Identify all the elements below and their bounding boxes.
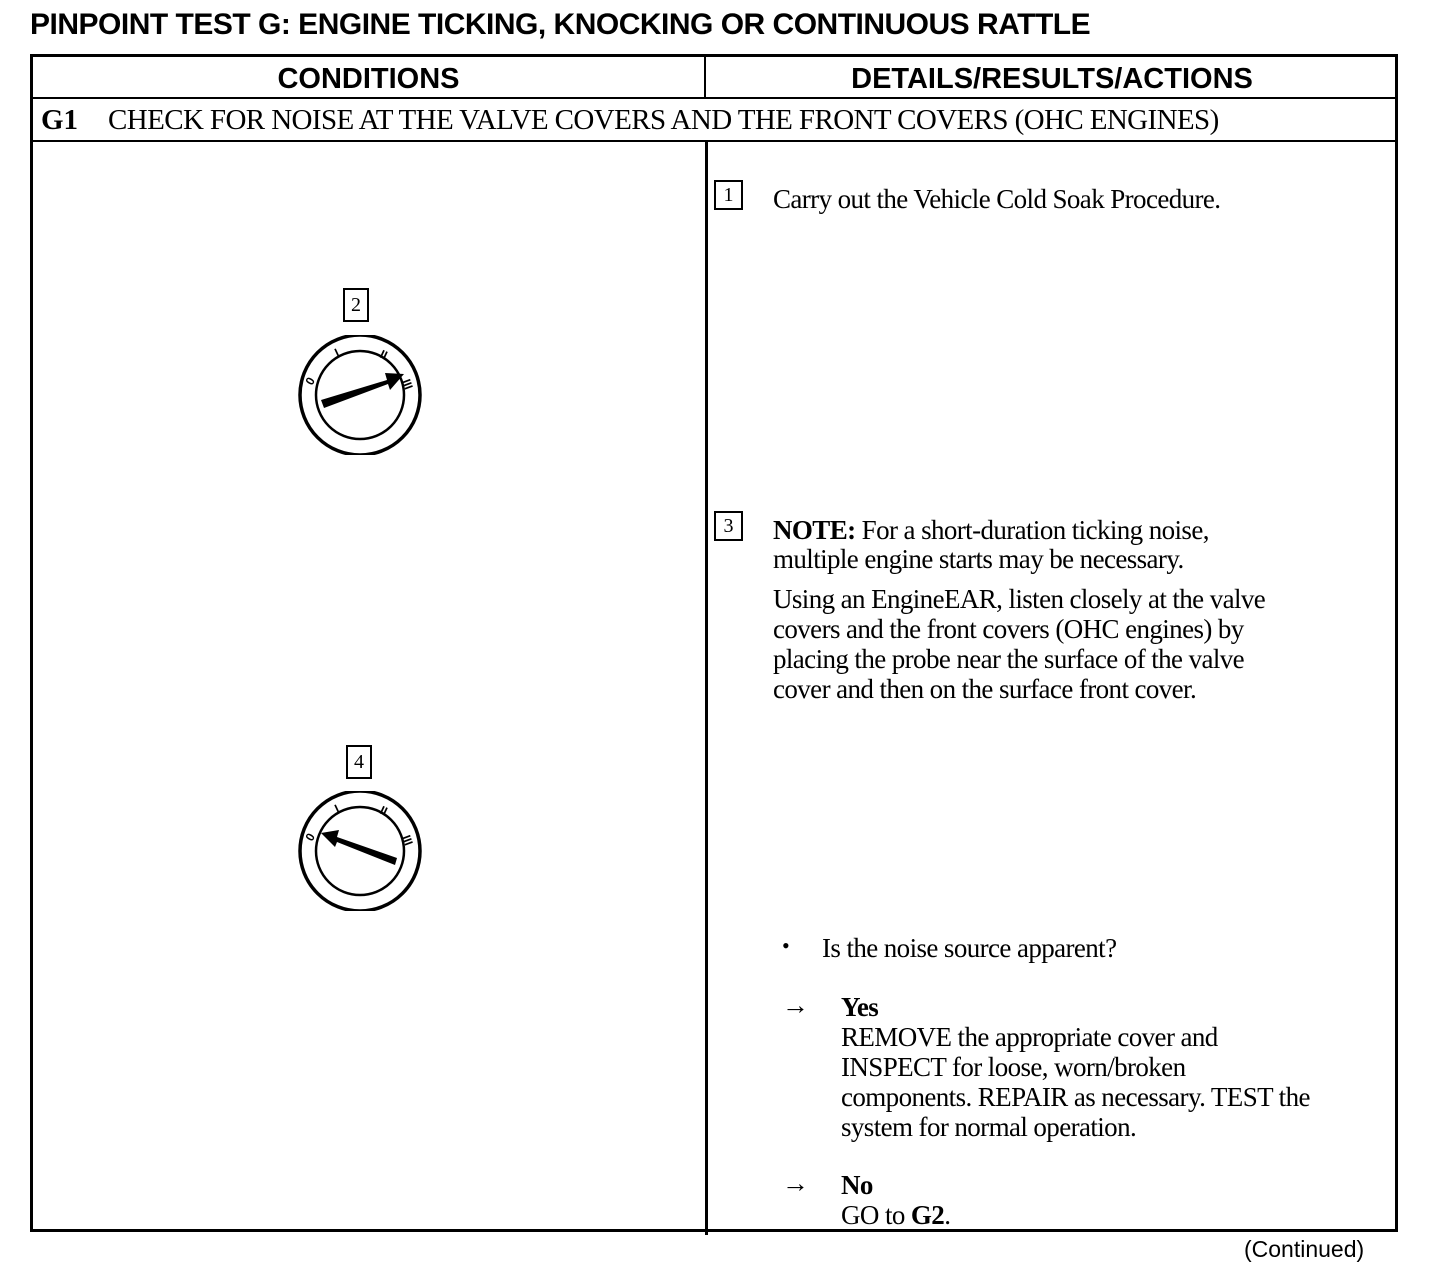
switch-pointer-arrow <box>321 373 404 408</box>
step3-note-line2: multiple engine starts may be necessary. <box>773 544 1184 574</box>
dial-label-0: 0 <box>302 830 318 844</box>
dial-label-3: III <box>399 377 416 392</box>
yes-action-line: REMOVE the appropriate cover and <box>841 1022 1218 1052</box>
step1-text: Carry out the Vehicle Cold Soak Procedure. <box>773 184 1221 214</box>
step3-note-line1 <box>773 515 1209 545</box>
no-arrow-icon: → <box>782 1168 809 1198</box>
dial-label-2: II <box>377 803 390 819</box>
no-action-suffix: . <box>944 1200 951 1230</box>
dial-label-1: I <box>332 345 342 360</box>
step-number-3: 3 <box>714 511 743 541</box>
dial-label-2: II <box>377 347 390 363</box>
page-title: PINPOINT TEST G: ENGINE TICKING, KNOCKING OR CONTINUOUS RATTLE <box>30 8 1091 41</box>
step-number-1: 1 <box>714 180 743 210</box>
dial-label-0: 0 <box>302 374 318 388</box>
details-header: DETAILS/RESULTS/ACTIONS <box>706 57 1398 99</box>
step-id: G1 <box>41 104 79 136</box>
step3-body-line: covers and the front covers (OHC engines) by <box>773 614 1244 644</box>
column-divider <box>705 142 708 1235</box>
continued-label: (Continued) <box>1244 1236 1365 1262</box>
ignition-switch-run-icon <box>297 335 423 455</box>
dial-label-3: III <box>399 833 416 848</box>
question-text: Is the noise source apparent? <box>822 933 1117 963</box>
conditions-header: CONDITIONS <box>33 57 706 99</box>
no-action-prefix: GO to <box>841 1200 911 1230</box>
note-text-line1: For a short-duration ticking noise, <box>861 515 1209 545</box>
yes-action-line: components. REPAIR as necessary. TEST the <box>841 1082 1310 1112</box>
switch-pointer-arrow <box>321 830 397 865</box>
bullet-icon: • <box>782 933 790 958</box>
note-label: NOTE: <box>773 515 856 545</box>
step3-body-line: cover and then on the surface front cover. <box>773 674 1197 704</box>
no-action <box>841 1200 950 1230</box>
step-title: CHECK FOR NOISE AT THE VALVE COVERS AND THE FRONT COVERS (OHC ENGINES) <box>108 104 1219 136</box>
yes-action-line: system for normal operation. <box>841 1112 1137 1142</box>
condition-number-2: 2 <box>343 288 369 322</box>
yes-arrow-icon: → <box>782 990 809 1020</box>
condition-number-4: 4 <box>346 745 372 779</box>
dial-label-1: I <box>332 801 342 816</box>
yes-label: Yes <box>841 992 879 1022</box>
no-label: No <box>841 1170 873 1200</box>
pinpoint-test-table <box>30 54 1398 1232</box>
ignition-switch-off-icon <box>297 791 423 911</box>
yes-action-line: INSPECT for loose, worn/broken <box>841 1052 1186 1082</box>
no-action-target: G2 <box>910 1200 945 1230</box>
step-row <box>33 99 1395 142</box>
step3-body-line: Using an EngineEAR, listen closely at the valve <box>773 584 1266 614</box>
step3-body-line: placing the probe near the surface of the valve <box>773 644 1245 674</box>
